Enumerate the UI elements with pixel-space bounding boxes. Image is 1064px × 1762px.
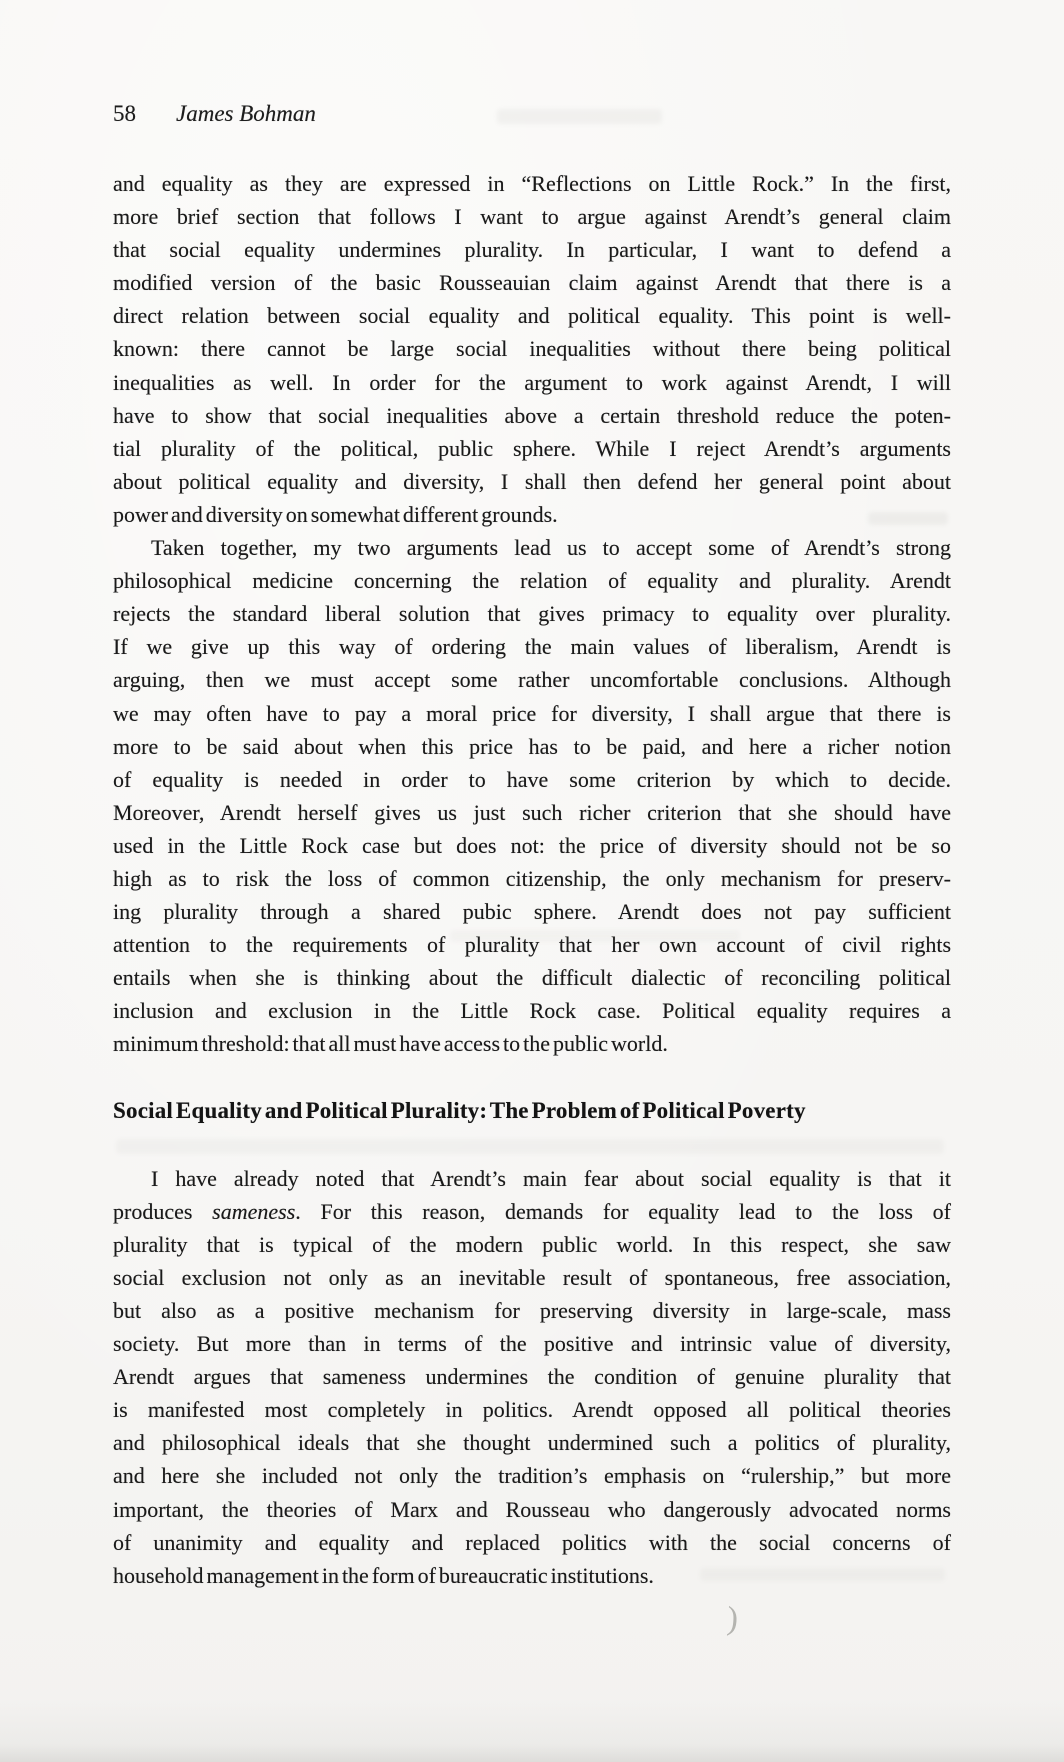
text-line: social exclusion not only as an inevitable result of spontaneous, free association, — [113, 1264, 951, 1290]
text-line: and equality as they are expressed in “Reflections on Little Rock.” In the first, — [113, 171, 951, 196]
text-line: but also as a positive mechanism for preserving diversity in large-scale, mass — [113, 1298, 951, 1323]
page-number: 58 — [113, 101, 136, 126]
text-line: If we give up this way of ordering the main values of liberalism, Arendt is — [113, 634, 951, 660]
text-line: entails when she is thinking about the difficult dialectic of reconciling political — [113, 965, 951, 991]
text-line: tial plurality of the political, public sphere. While I reject Arendt’s arguments — [113, 435, 951, 461]
text-line: important, the theories of Marx and Rousseau who dangerously advocated norms — [113, 1496, 951, 1522]
stray-ink-mark: ) — [725, 1600, 740, 1638]
running-header — [113, 101, 316, 127]
text-line: high as to risk the loss of common citizenship, the only mechanism for preserv- — [113, 865, 951, 891]
text-line: arguing, then we must accept some rather uncomfortable conclusions. Although — [113, 667, 951, 693]
paragraph-social-equality — [113, 1162, 951, 1592]
text-line: Arendt argues that sameness undermines the condition of genuine plurality that — [113, 1364, 951, 1390]
show-through-artifact — [497, 109, 662, 124]
scan-edge-shadow — [0, 1698, 1064, 1762]
paragraph-continuation — [113, 167, 951, 531]
running-head-author: James Bohman — [176, 101, 316, 126]
text-line: society. But more than in terms of the positive and intrinsic value of diversity, — [113, 1331, 951, 1357]
text-line: plurality that is typical of the modern public world. In this respect, she saw — [113, 1231, 951, 1257]
text-line: used in the Little Rock case but does not: the price of diversity should not be so — [113, 832, 951, 858]
text-line: direct relation between social equality and political equality. This point is well- — [113, 303, 951, 329]
text-line: rejects the standard liberal solution that gives primacy to equality over plurality. — [113, 601, 951, 627]
text-line: of unanimity and equality and replaced politics with the social concerns of — [113, 1529, 951, 1555]
text-line: Moreover, Arendt herself gives us just such richer criterion that she should have — [113, 799, 951, 825]
text-line: philosophical medicine concerning the relation of equality and plurality. Arendt — [113, 568, 951, 594]
text-line: attention to the requirements of plurality that her own account of civil rights — [113, 932, 951, 958]
text-line: that social equality undermines plurality. In particular, I want to defend a — [113, 237, 951, 263]
text-line: household management in the form of bureaucratic institutions. — [113, 1562, 654, 1588]
text-line: inequalities as well. In order for the argument to work against Arendt, I will — [113, 369, 951, 395]
text-line: more to be said about when this price has to be paid, and here a richer notion — [113, 733, 951, 759]
text-line: ing plurality through a shared pubic sphere. Arendt does not pay sufficient — [113, 899, 951, 925]
text-line: inclusion and exclusion in the Little Rock case. Political equality requires a — [113, 998, 951, 1024]
body-text — [113, 167, 951, 1592]
text-line: about political equality and diversity, I shall then defend her general point about — [113, 468, 951, 494]
text-line: and here she included not only the tradition’s emphasis on “rulership,” but more — [113, 1463, 951, 1489]
text-line: we may often have to pay a moral price for diversity, I shall argue that there is — [113, 700, 951, 726]
text-line: Taken together, my two arguments lead us to accept some of Arendt’s strong — [151, 535, 951, 561]
text-line: and philosophical ideals that she thought undermined such a politics of plurality, — [113, 1430, 951, 1456]
text-line: known: there cannot be large social inequalities without there being political — [113, 336, 951, 362]
text-line: of equality is needed in order to have some criterion by which to decide. — [113, 766, 951, 792]
paragraph-taken-together — [113, 531, 951, 1061]
section-heading: Social Equality and Political Plurality: The Problem of Political Poverty — [113, 1097, 806, 1123]
text-line: power and diversity on somewhat different grounds. — [113, 501, 558, 527]
text-line: minimum threshold: that all must have access to the public world. — [113, 1031, 668, 1057]
text-line: is manifested most completely in politics. Arendt opposed all political theories — [113, 1397, 951, 1423]
text-line: modified version of the basic Rousseauian claim against Arendt that there is a — [113, 270, 951, 296]
text-line: have to show that social inequalities above a certain threshold reduce the poten- — [113, 402, 951, 428]
text-line: I have already noted that Arendt’s main fear about social equality is that it — [151, 1165, 951, 1191]
text-line: more brief section that follows I want to argue against Arendt’s general claim — [113, 204, 951, 230]
text-line: produces sameness. For this reason, demands for equality lead to the loss of — [113, 1198, 951, 1224]
